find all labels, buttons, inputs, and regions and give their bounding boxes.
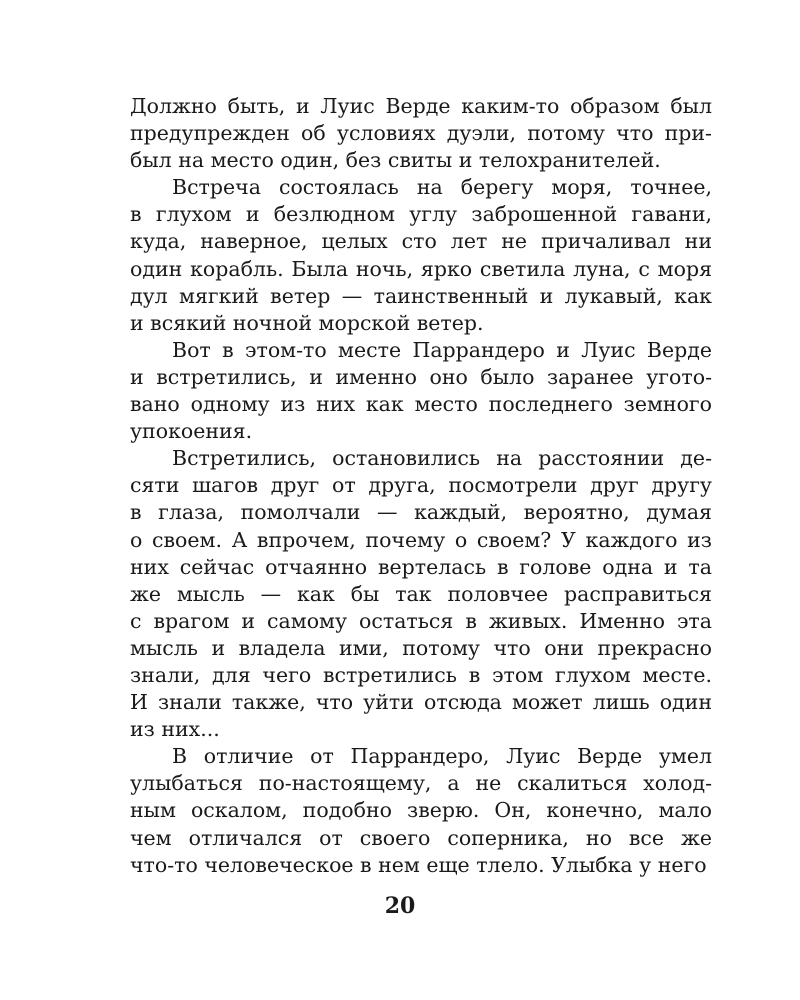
text-line: ным оскалом, подобно зверю. Он, конечно, мало xyxy=(130,798,712,823)
paragraph xyxy=(130,93,712,174)
text-line: И знали также, что уйти отсюда может лишь один xyxy=(130,690,712,715)
text-line: что-то человеческое в нем еще тлело. Улыбка у него xyxy=(130,852,707,877)
text-line: Встретились, остановились на расстоянии де- xyxy=(172,446,712,471)
text-line: дул мягкий ветер — таинственный и лукавый, как xyxy=(130,283,712,308)
text-line: улыбаться по-настоящему, а не скалиться холод- xyxy=(130,771,712,796)
body-text xyxy=(130,93,712,879)
text-line: был на место один, без свиты и телохранителей. xyxy=(130,148,661,173)
text-line: куда, наверное, целых сто лет не причаливал ни xyxy=(130,229,712,254)
text-line: вано одному из них как место последнего земного xyxy=(130,392,712,417)
text-line: Вот в этом-то месте Паррандеро и Луис Верде xyxy=(172,337,712,362)
paragraph xyxy=(130,445,712,743)
text-line: мысль и владела ими, потому что они прекрасно xyxy=(130,635,712,660)
text-line: Встреча состоялась на берегу моря, точнее, xyxy=(172,175,712,200)
text-line: сяти шагов друг от друга, посмотрели друг другу xyxy=(130,473,712,498)
text-line: и всякий ночной морской ветер. xyxy=(130,310,484,335)
text-line: же мысль — как бы так половчее расправиться xyxy=(130,581,712,606)
text-line: о своем. А впрочем, почему о своем? У каждого из xyxy=(130,527,712,552)
text-line: них сейчас отчаянно вертелась в голове одна и та xyxy=(130,554,712,579)
text-line: В отличие от Паррандеро, Луис Верде умел xyxy=(172,744,712,769)
text-line: в глухом и безлюдном углу заброшенной гавани, xyxy=(130,202,712,227)
paragraph xyxy=(130,174,712,337)
text-line: чем отличался от своего соперника, но все же xyxy=(130,825,712,850)
text-line: с врагом и самому остаться в живых. Именно эта xyxy=(130,608,712,633)
text-line: в глаза, помолчали — каждый, вероятно, думая xyxy=(130,500,712,525)
text-line: знали, для чего встретились в этом глухом месте. xyxy=(130,662,712,687)
text-line: из них... xyxy=(130,717,220,742)
paragraph xyxy=(130,337,712,445)
text-line: упокоения. xyxy=(130,419,253,444)
page-number: 20 xyxy=(384,893,416,919)
text-line: и встретились, и именно оно было заранее угото- xyxy=(130,364,712,389)
text-line: Должно быть, и Луис Верде каким-то образом был xyxy=(130,94,712,118)
paragraph xyxy=(130,743,712,878)
text-line: один корабль. Была ночь, ярко светила луна, с моря xyxy=(130,256,712,281)
text-line: предупрежден об условиях дуэли, потому что при- xyxy=(130,121,712,146)
